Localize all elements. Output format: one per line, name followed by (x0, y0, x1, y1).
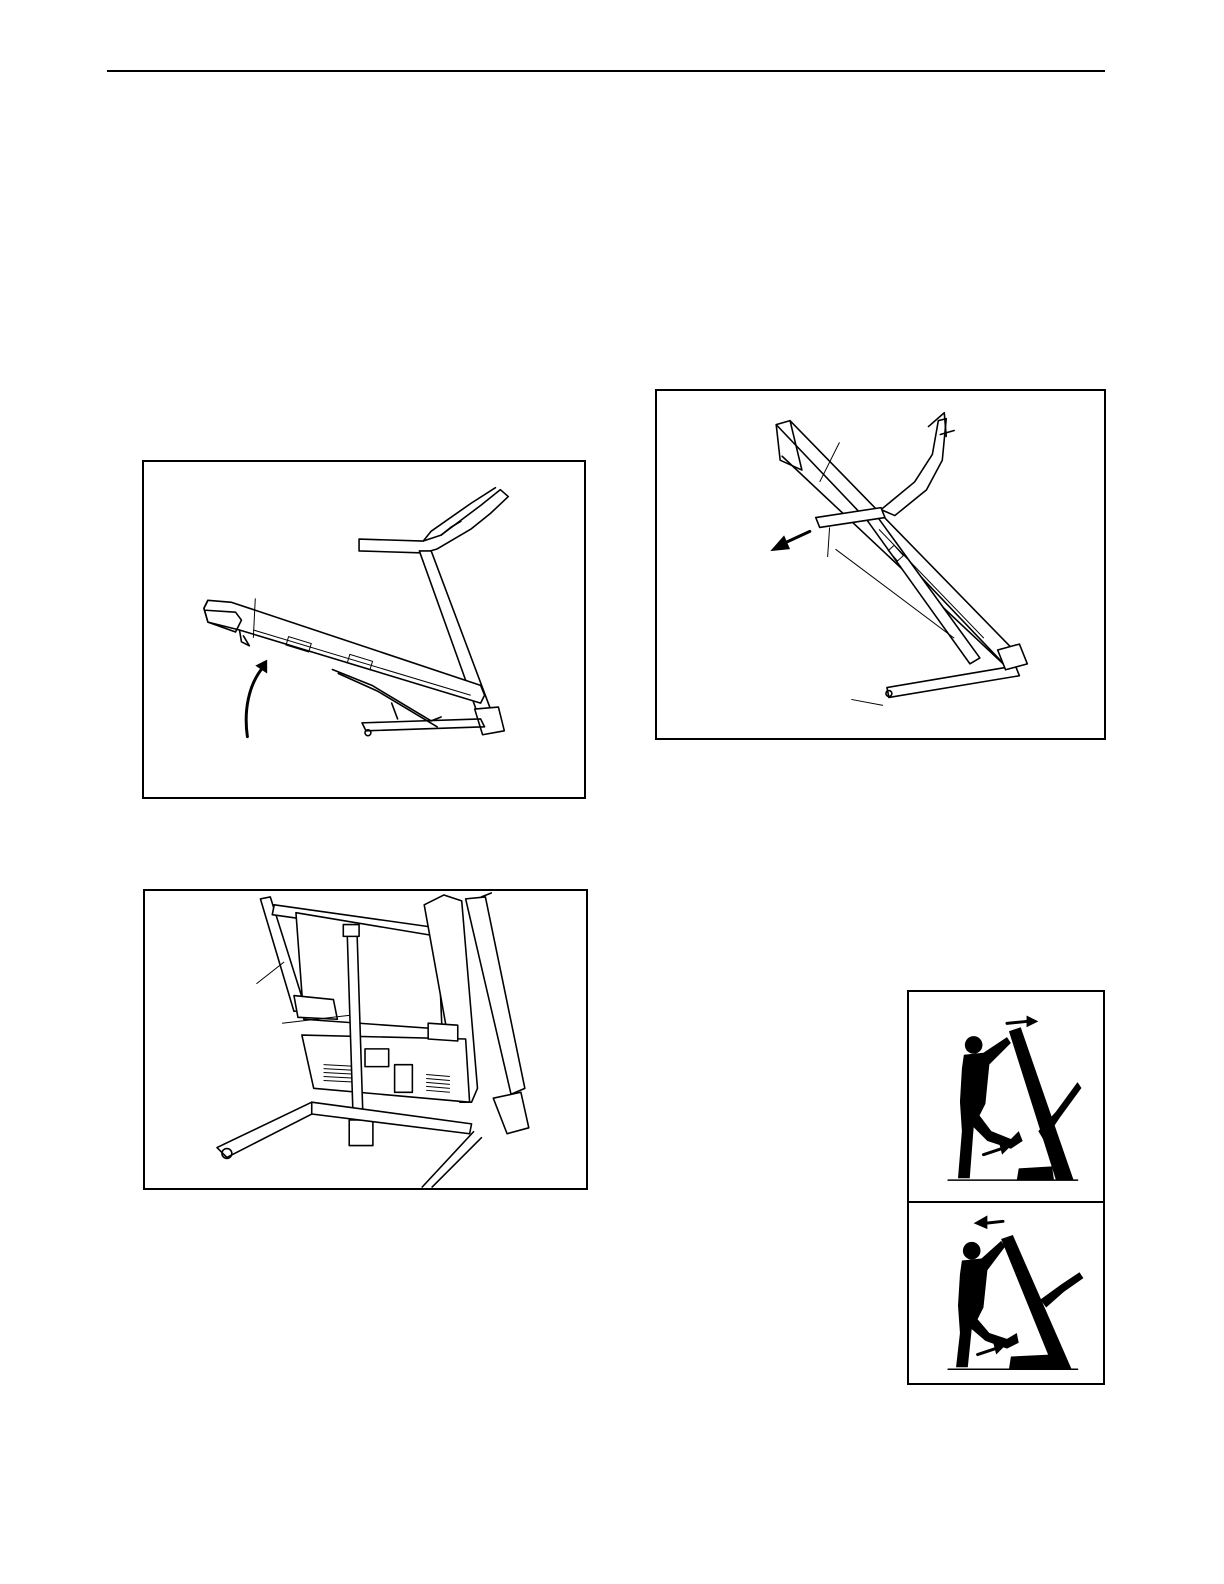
header-rule (107, 70, 1105, 72)
treadmill-raise-illustration (144, 462, 584, 797)
figure-lower-from-storage (907, 990, 1105, 1385)
panel-step-2 (948, 1215, 1083, 1369)
treadmill-folded-illustration (657, 391, 1104, 738)
treadmill-underside-illustration (145, 891, 586, 1188)
lowering-steps-illustration (909, 992, 1103, 1383)
figure-storage-underside (143, 889, 588, 1190)
figure-raise-deck (142, 460, 586, 799)
panel-step-1 (948, 1016, 1081, 1181)
figure-move-folded (655, 389, 1106, 740)
